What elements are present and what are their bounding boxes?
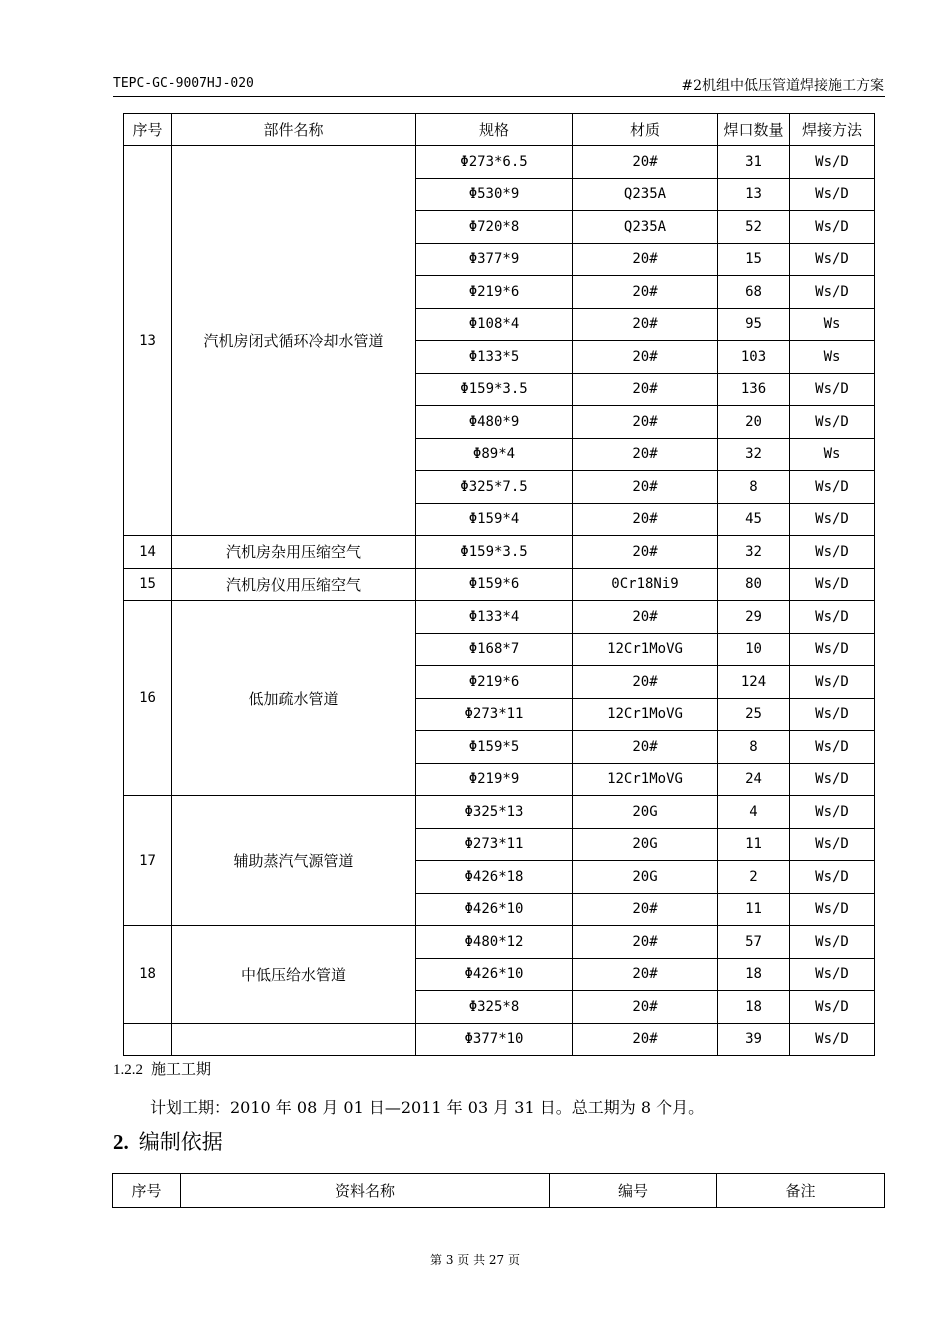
- spec-cell: Φ530*9: [416, 178, 573, 211]
- item-number-cell: 16: [124, 601, 172, 796]
- weld-count-cell: 18: [718, 991, 790, 1024]
- material-cell: Q235A: [573, 178, 718, 211]
- weld-count-cell: 8: [718, 731, 790, 764]
- weld-method-cell: Ws/D: [790, 178, 875, 211]
- ref-column-code: 编号: [550, 1174, 717, 1208]
- spec-cell: Φ219*6: [416, 666, 573, 699]
- document-title: #2机组中低压管道焊接施工方案: [681, 78, 884, 94]
- pipe-table-body: [124, 146, 875, 1056]
- schedule-section-number: 1.2.2: [113, 1062, 143, 1078]
- weld-count-cell: 11: [718, 828, 790, 861]
- weld-method-cell: Ws/D: [790, 536, 875, 569]
- ref-column-remark: 备注: [717, 1174, 885, 1208]
- weld-count-cell: 29: [718, 601, 790, 634]
- material-cell: 20G: [573, 796, 718, 829]
- material-cell: 20#: [573, 893, 718, 926]
- material-cell: 20#: [573, 406, 718, 439]
- basis-section-title: 编制依据: [138, 1130, 223, 1154]
- basis-section-number: 2.: [113, 1130, 129, 1154]
- header-divider: [113, 96, 885, 97]
- material-cell: 20#: [573, 536, 718, 569]
- part-name-cell: 汽机房杂用压缩空气: [172, 536, 416, 569]
- material-cell: 20#: [573, 146, 718, 179]
- item-number-cell: 17: [124, 796, 172, 926]
- material-cell: 20G: [573, 861, 718, 894]
- weld-count-cell: 10: [718, 633, 790, 666]
- weld-method-cell: Ws/D: [790, 828, 875, 861]
- ref-column-no: 序号: [113, 1174, 181, 1208]
- schedule-text: 计划工期：2010 年 08 月 01 日—2011 年 03 月 31 日。总工期为 8 个月。: [150, 1098, 705, 1117]
- weld-count-cell: 25: [718, 698, 790, 731]
- spec-cell: Φ720*8: [416, 211, 573, 244]
- material-cell: 12Cr1MoVG: [573, 698, 718, 731]
- weld-count-cell: 24: [718, 763, 790, 796]
- weld-count-cell: 136: [718, 373, 790, 406]
- spec-cell: Φ133*5: [416, 341, 573, 374]
- spec-cell: Φ159*3.5: [416, 536, 573, 569]
- weld-count-cell: 8: [718, 471, 790, 504]
- spec-cell: Φ219*9: [416, 763, 573, 796]
- weld-count-cell: 124: [718, 666, 790, 699]
- spec-cell: Φ426*10: [416, 893, 573, 926]
- part-name-cell: [172, 1023, 416, 1056]
- spec-cell: Φ480*9: [416, 406, 573, 439]
- spec-cell: Φ377*10: [416, 1023, 573, 1056]
- spec-cell: Φ426*10: [416, 958, 573, 991]
- material-cell: 20#: [573, 1023, 718, 1056]
- schedule-section-title: 施工工期: [151, 1060, 212, 1078]
- weld-method-cell: Ws/D: [790, 146, 875, 179]
- weld-method-cell: Ws/D: [790, 796, 875, 829]
- weld-count-cell: 95: [718, 308, 790, 341]
- material-cell: 20#: [573, 276, 718, 309]
- material-cell: 20#: [573, 308, 718, 341]
- table-row: [124, 601, 875, 634]
- spec-cell: Φ89*4: [416, 438, 573, 471]
- weld-method-cell: Ws/D: [790, 1023, 875, 1056]
- table-row: [124, 926, 875, 959]
- part-name-cell: 中低压给水管道: [172, 926, 416, 1024]
- part-name-cell: 低加疏水管道: [172, 601, 416, 796]
- material-cell: 20#: [573, 958, 718, 991]
- weld-method-cell: Ws/D: [790, 471, 875, 504]
- weld-count-cell: 80: [718, 568, 790, 601]
- table-row: [124, 796, 875, 829]
- weld-count-cell: 31: [718, 146, 790, 179]
- spec-cell: Φ273*11: [416, 828, 573, 861]
- column-header-spec: 规格: [416, 114, 573, 146]
- reference-table: [112, 1173, 885, 1208]
- weld-method-cell: Ws: [790, 341, 875, 374]
- ref-column-name: 资料名称: [181, 1174, 550, 1208]
- spec-cell: Φ168*7: [416, 633, 573, 666]
- weld-method-cell: Ws/D: [790, 926, 875, 959]
- material-cell: Q235A: [573, 211, 718, 244]
- material-cell: 20#: [573, 666, 718, 699]
- part-name-cell: 辅助蒸汽气源管道: [172, 796, 416, 926]
- spec-cell: Φ273*11: [416, 698, 573, 731]
- spec-cell: Φ426*18: [416, 861, 573, 894]
- weld-method-cell: Ws/D: [790, 958, 875, 991]
- table-row: [124, 146, 875, 179]
- material-cell: 20#: [573, 601, 718, 634]
- weld-count-cell: 15: [718, 243, 790, 276]
- material-cell: 20#: [573, 991, 718, 1024]
- part-name-cell: 汽机房闭式循环冷却水管道: [172, 146, 416, 536]
- spec-cell: Φ159*5: [416, 731, 573, 764]
- weld-count-cell: 32: [718, 438, 790, 471]
- item-number-cell: 18: [124, 926, 172, 1024]
- weld-method-cell: Ws/D: [790, 211, 875, 244]
- spec-cell: Φ273*6.5: [416, 146, 573, 179]
- spec-cell: Φ159*6: [416, 568, 573, 601]
- material-cell: 20#: [573, 731, 718, 764]
- basis-heading: [113, 1126, 223, 1156]
- material-cell: 20#: [573, 926, 718, 959]
- spec-cell: Φ325*13: [416, 796, 573, 829]
- spec-cell: Φ133*4: [416, 601, 573, 634]
- weld-method-cell: Ws/D: [790, 633, 875, 666]
- spec-cell: Φ325*8: [416, 991, 573, 1024]
- weld-count-cell: 11: [718, 893, 790, 926]
- weld-count-cell: 4: [718, 796, 790, 829]
- weld-method-cell: Ws/D: [790, 276, 875, 309]
- column-header-no: 序号: [124, 114, 172, 146]
- item-number-cell: 13: [124, 146, 172, 536]
- item-number-cell: 14: [124, 536, 172, 569]
- pipe-weld-table: [123, 113, 875, 1056]
- weld-method-cell: Ws/D: [790, 698, 875, 731]
- weld-count-cell: 39: [718, 1023, 790, 1056]
- material-cell: 20#: [573, 341, 718, 374]
- material-cell: 20#: [573, 471, 718, 504]
- column-header-material: 材质: [573, 114, 718, 146]
- weld-method-cell: Ws/D: [790, 406, 875, 439]
- material-cell: 12Cr1MoVG: [573, 633, 718, 666]
- weld-count-cell: 52: [718, 211, 790, 244]
- schedule-heading: [113, 1058, 211, 1079]
- weld-method-cell: Ws/D: [790, 666, 875, 699]
- weld-count-cell: 103: [718, 341, 790, 374]
- weld-count-cell: 68: [718, 276, 790, 309]
- material-cell: 20#: [573, 438, 718, 471]
- weld-count-cell: 45: [718, 503, 790, 536]
- spec-cell: Φ108*4: [416, 308, 573, 341]
- document-code: TEPC-GC-9007HJ-020: [113, 76, 254, 91]
- spec-cell: Φ159*3.5: [416, 373, 573, 406]
- material-cell: 12Cr1MoVG: [573, 763, 718, 796]
- weld-method-cell: Ws: [790, 308, 875, 341]
- reference-header-row: [113, 1174, 885, 1208]
- weld-method-cell: Ws/D: [790, 893, 875, 926]
- weld-count-cell: 2: [718, 861, 790, 894]
- material-cell: 20#: [573, 373, 718, 406]
- weld-method-cell: Ws: [790, 438, 875, 471]
- material-cell: 0Cr18Ni9: [573, 568, 718, 601]
- column-header-part-name: 部件名称: [172, 114, 416, 146]
- item-number-cell: [124, 1023, 172, 1056]
- weld-method-cell: Ws/D: [790, 731, 875, 764]
- spec-cell: Φ377*9: [416, 243, 573, 276]
- weld-method-cell: Ws/D: [790, 861, 875, 894]
- material-cell: 20#: [573, 243, 718, 276]
- part-name-cell: 汽机房仪用压缩空气: [172, 568, 416, 601]
- spec-cell: Φ219*6: [416, 276, 573, 309]
- table-row: [124, 568, 875, 601]
- weld-method-cell: Ws/D: [790, 243, 875, 276]
- weld-count-cell: 13: [718, 178, 790, 211]
- spec-cell: Φ480*12: [416, 926, 573, 959]
- material-cell: 20#: [573, 503, 718, 536]
- page-number: 第 3 页 共 27 页: [430, 1253, 520, 1267]
- table-header-row: [124, 114, 875, 146]
- spec-cell: Φ325*7.5: [416, 471, 573, 504]
- weld-count-cell: 20: [718, 406, 790, 439]
- column-header-weld-method: 焊接方法: [790, 114, 875, 146]
- item-number-cell: 15: [124, 568, 172, 601]
- spec-cell: Φ159*4: [416, 503, 573, 536]
- weld-method-cell: Ws/D: [790, 991, 875, 1024]
- weld-count-cell: 57: [718, 926, 790, 959]
- weld-count-cell: 18: [718, 958, 790, 991]
- table-row: [124, 536, 875, 569]
- material-cell: 20G: [573, 828, 718, 861]
- weld-method-cell: Ws/D: [790, 568, 875, 601]
- weld-method-cell: Ws/D: [790, 503, 875, 536]
- weld-method-cell: Ws/D: [790, 763, 875, 796]
- weld-method-cell: Ws/D: [790, 601, 875, 634]
- table-row: [124, 1023, 875, 1056]
- weld-count-cell: 32: [718, 536, 790, 569]
- weld-method-cell: Ws/D: [790, 373, 875, 406]
- column-header-weld-count: 焊口数量: [718, 114, 790, 146]
